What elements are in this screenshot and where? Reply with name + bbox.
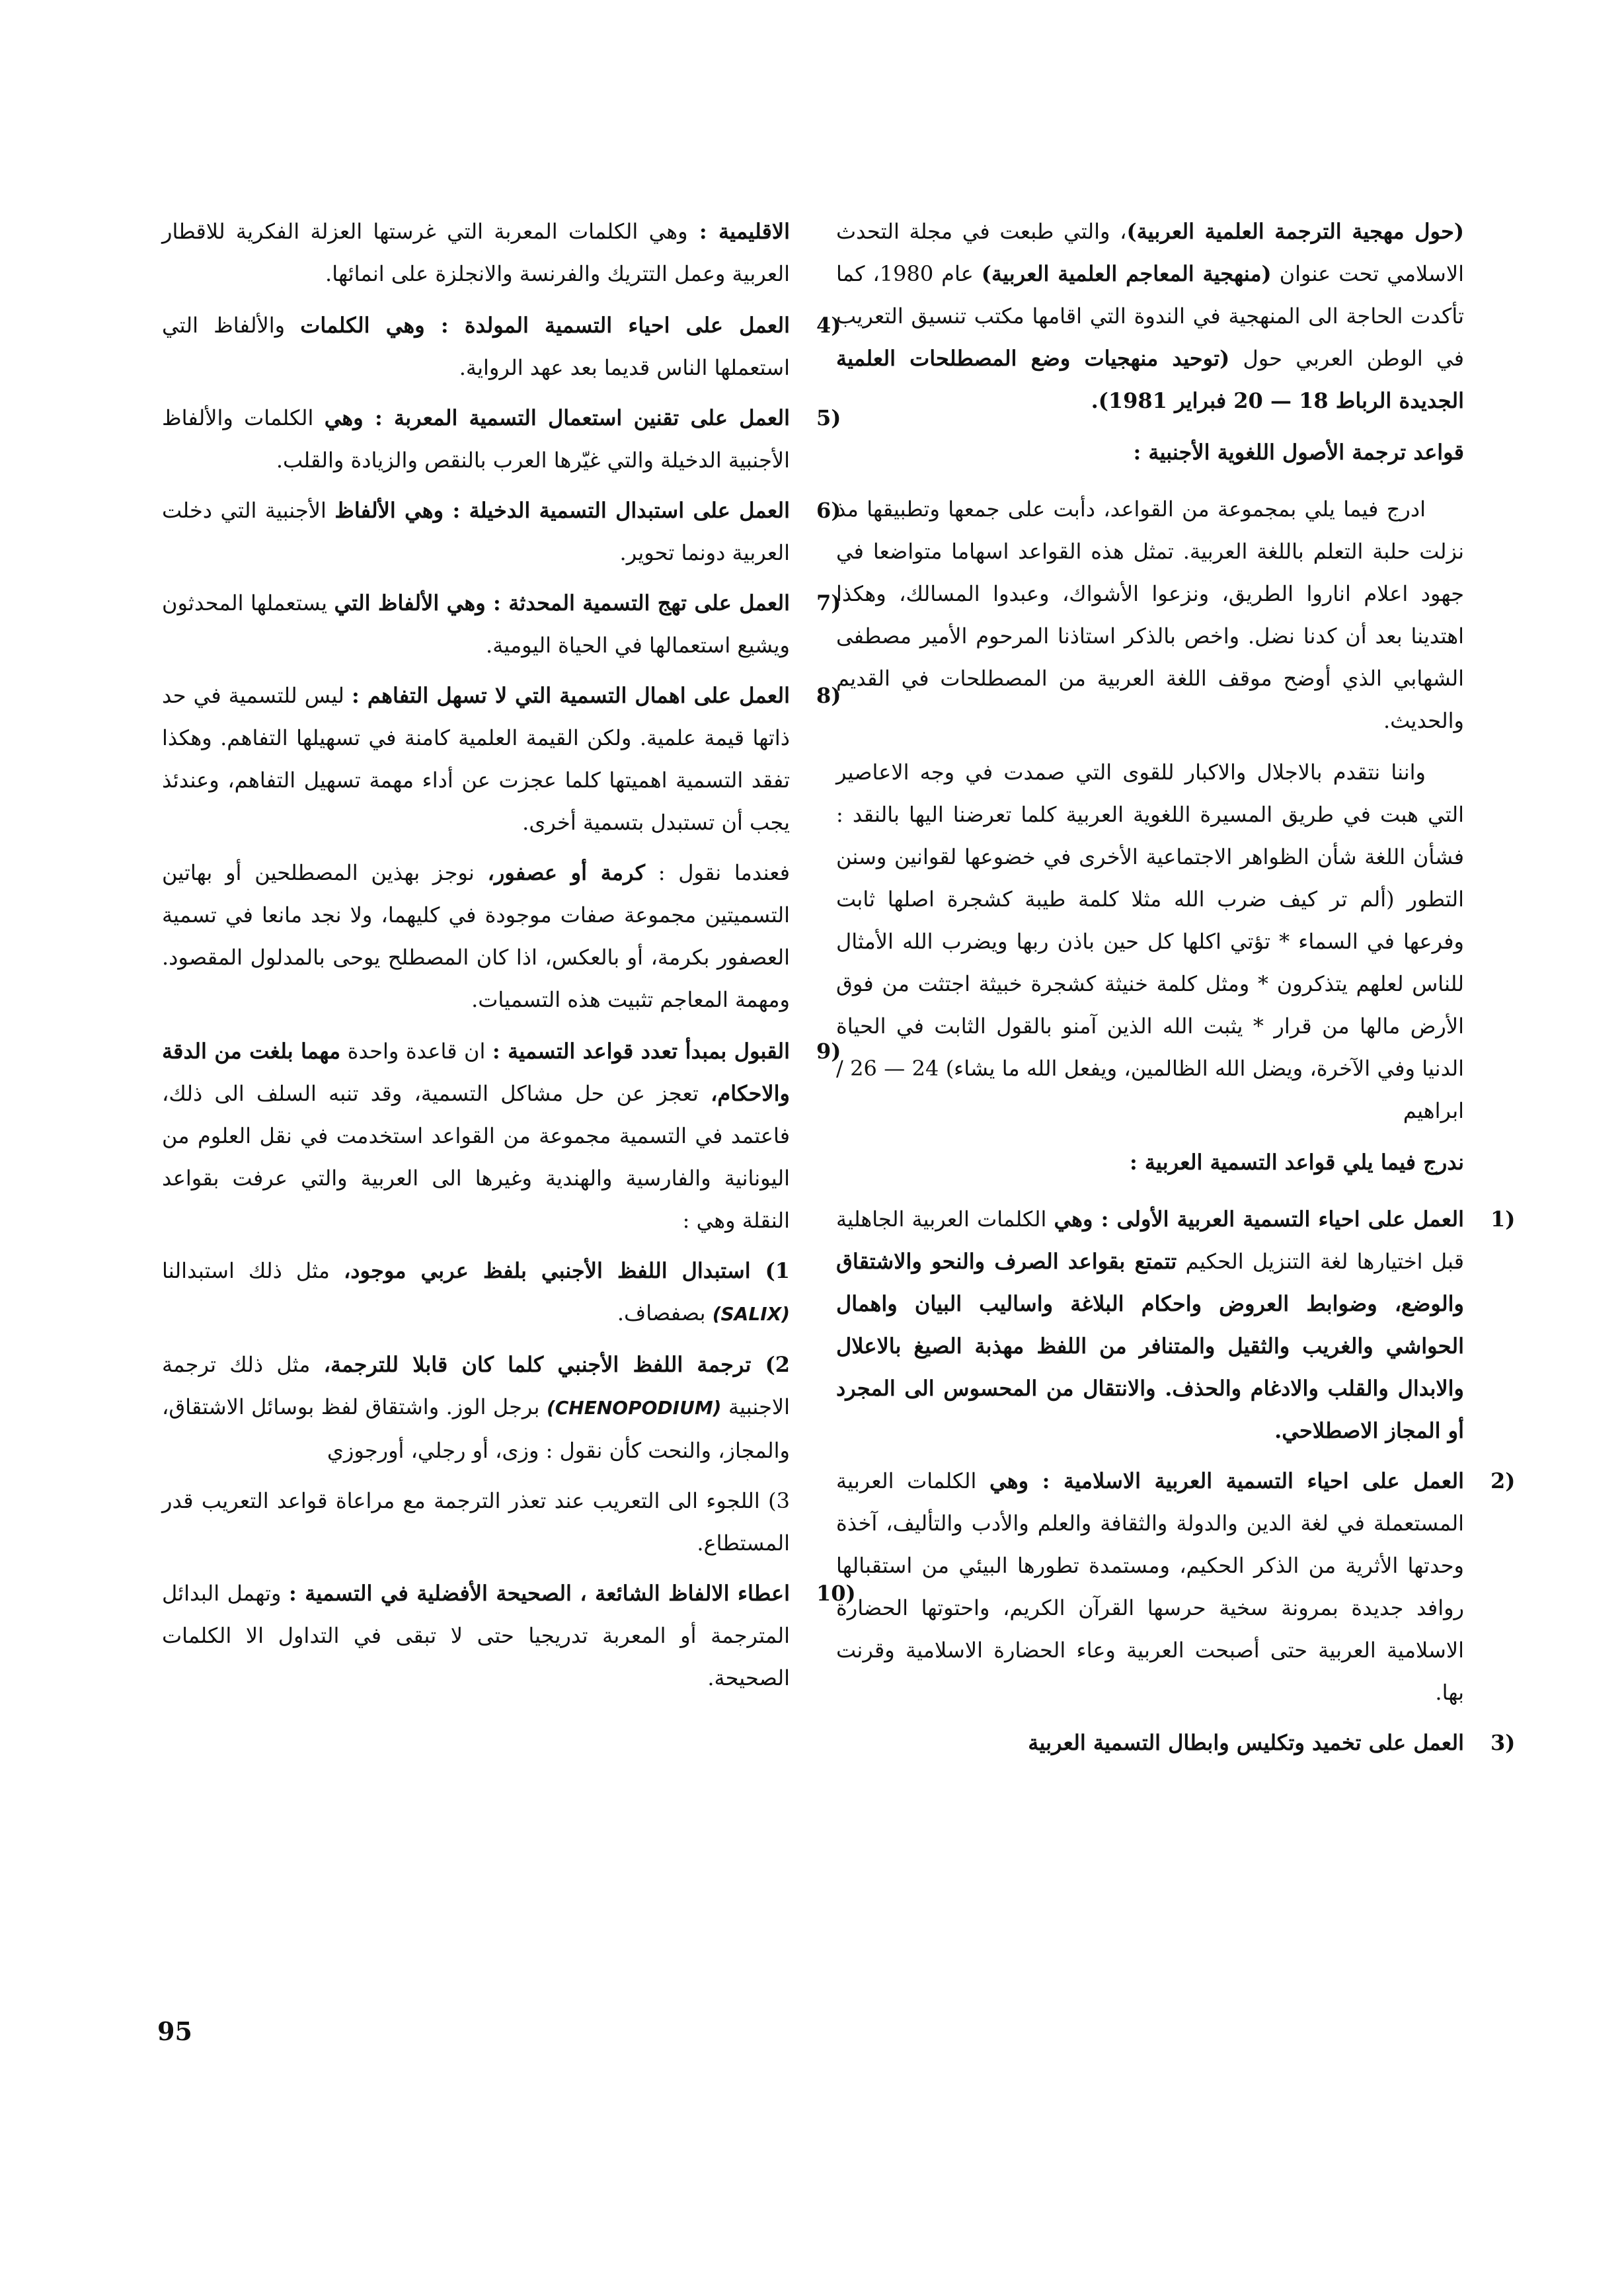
section-heading-translation-rules: قواعد ترجمة الأصول اللغوية الأجنبية : <box>1133 440 1464 465</box>
item-title: العمل على استبدال التسمية الدخيلة : وهي الألفاظ <box>334 498 791 523</box>
item-title: العمل على تهج التسمية المحدثة : وهي الألفاظ التي <box>334 590 791 615</box>
bold-phrase: (توحيد منهجيات وضع المصطلحات العلمية الجديدة الرباط 18 — 20 فبراير 1981). <box>836 346 1464 413</box>
text-run: برجل الوز. واشتقاق لفظ بوسائل الاشتقاق، والمجاز، والنحت كأن نقول : وزى، أو رجلي، أورجوزي <box>162 1394 790 1463</box>
item-number: 4) <box>816 313 841 338</box>
example-paragraph <box>162 851 790 1021</box>
item-number: 3) <box>1490 1730 1516 1755</box>
left-column <box>162 210 856 1707</box>
text-run: فعندما نقول : <box>644 860 791 885</box>
sub-rule-3: 3) اللجوء الى التعريب عند تعذر الترجمة مع مراعاة قواعد التعريب قدر المستطاع. <box>162 1488 790 1556</box>
item-text: ان قاعدة واحدة <box>340 1039 492 1064</box>
rule-item-1 <box>836 1198 1516 1452</box>
bold-phrase: مهما بلغت من الدقة والاحكام، <box>162 1039 790 1106</box>
rule-item-3 <box>836 1722 1516 1764</box>
quran-quote-paragraph: واننا نتقدم بالاجلال والاكبار للقوى التي صمدت في وجه الاعاصير التي هبت في طريق المسيرة اللغوية العربية كلما تعرضنا اليها بالنقد : فشأن اللغة شأن الظواهر الاجتماعية الأخرى في خضوعها لقوانين وسنن التطور (ألم تر كيف ضرب الله مثلا كلمة طيبة كشجرة اصلها ثابت وفرعها في السماء * تؤتي اكلها كل حين باذن ربها ويضرب الله الأمثال للناس لعلهم يتذكرون * ومثل كلمة خنيثة كشجرة خبيثة اجتثت من فوق الأرض مالها من قرار * يثبت الله الذين آمنو بالقول الثابت في الحياة الدنيا وفي الآخرة، ويضل الله الظالمين، ويفعل الله ما يشاء) 24 — 26 /ابراهيم <box>836 760 1465 1123</box>
rules-paragraph: ادرج فيما يلي بمجموعة من القواعد، دأبت على جمعها وتطبيقها مذ نزلت حلبة التعلم باللغة العربية. تمثل هذه القواعد اسهاما متواضعا في جهود اعلام اناروا الطريق، ونزعوا الأشواك، وعبدوا المسالك، وهكذا اهتدينا بعد أن كدنا نضل. واخص بالذكر استاذنا المرحوم الأمير مصطفى الشهابي الذي أوضح موقف اللغة العربية من المصطلحات في القديم والحديث. <box>836 496 1465 733</box>
bold-phrase: (حول مهجية الترجمة العلمية العربية) <box>1126 219 1465 244</box>
item-title: العمل على اهمال التسمية التي لا تسهل التفاهم : <box>352 683 790 708</box>
item-number: 9) <box>816 1039 841 1064</box>
text-run: نوجز بهذين المصطلحين أو بهاتين التسميتين مجموعة صفات موجودة في كليهما، ولا نجد مانعا في تسمية العصفور بكرمة، أو بالعكس، اذا كان المصطلح يوحى بالمدلول المقصود. ومهمة المعاجم تثبيت هذه التسميات. <box>162 860 791 1012</box>
item-title: القبول بمبدأ تعدد قواعد التسمية : <box>492 1039 791 1064</box>
text-run: مثل ذلك ترجمة الاجنبية <box>162 1352 791 1419</box>
item-text: الكلمات العربية المستعملة في لغة الدين والدولة والثقافة والعلم والأدب والتأليف، آخذة وحدتها الأثرية من الذكر الحكيم، ومستمدة تطورها البيئي من استقبالها روافد جديدة بمرونة سخية حرسها القرآن الكريم، واحتوتها الحضارة الاسلامية العربية حتى أصبحت العربية وعاء الحضارة الاسلامية وقرنت بها. <box>836 1468 1464 1705</box>
item-number: 7) <box>816 590 841 615</box>
latin-term: (CHENOPODIUM) <box>546 1397 722 1419</box>
latin-term: (SALIX) <box>712 1303 790 1325</box>
right-column <box>836 210 1516 1772</box>
rule-item-10 <box>162 1572 856 1699</box>
item-title: العمل على احياء التسمية العربية الاسلامية : وهي <box>989 1468 1464 1493</box>
bold-phrase: (منهجية المعاجم العلمية العربية) <box>981 261 1272 286</box>
section-heading-naming-rules: ندرج فيما يلي قواعد التسمية العربية : <box>1129 1150 1464 1175</box>
item-text: والألفاظ التي استعملها الناس قديما بعد عهد الرواية. <box>162 313 790 380</box>
intro-paragraph <box>836 210 1464 422</box>
item-text: يستعملها المحدثون ويشيع استعمالها في الحياة اليومية. <box>162 590 790 658</box>
item-text: الكلمات العربية الجاهلية قبل اختيارها لغة التنزيل الحكيم <box>836 1207 1465 1274</box>
text-run: وهي الكلمات المعربة التي غرستها العزلة الفكرية للاقطار العربية وعمل التتريك والفرنسة والانجلزة على انمائها. <box>162 219 790 286</box>
rule-item-7 <box>162 582 841 666</box>
rule-item-2 <box>836 1460 1516 1714</box>
item-number: 10) <box>816 1581 856 1606</box>
sub-rule-2 <box>162 1343 790 1472</box>
text-run: ، والتي طبعت في مجلة التحدث الاسلامي تحت عنوان <box>836 219 1465 286</box>
bold-phrase: الاقليمية : <box>687 219 791 244</box>
text-run: بصفصاف. <box>617 1300 713 1326</box>
rule-item-5 <box>162 397 841 481</box>
rule-item-4 <box>162 304 841 389</box>
regional-naming-paragraph <box>162 210 790 295</box>
item-number: 1) <box>1490 1207 1516 1232</box>
bold-phrase: 2) ترجمة اللفظ الأجنبي كلما كان قابلا للترجمة، <box>323 1352 791 1377</box>
item-number: 5) <box>816 405 841 430</box>
item-bold-text: تتمتع بقواعد الصرف والنحو والاشتقاق والوضع، وضوابط العروض واحكام البلاغة واساليب البيان واهمال الحواشي والغريب والثقيل والمتنافر من اللفظ مهذبة الصيغ بالاعلال والابدال والقلب والادغام والحذف. والانتقال من المحسوس الى المجرد أو المجاز الاصطلاحي. <box>836 1249 1464 1443</box>
item-text: ليس للتسمية في حد ذاتها قيمة علمية. ولكن القيمة العلمية كامنة في تسهيلها التفاهم. وهكذا تفقد التسمية اهميتها كلما عجزت عن أداء مهمة تسهيل التفاهم، وعندئذ يجب أن تستبدل بتسمية أخرى. <box>162 683 791 835</box>
item-title: العمل على احياء التسمية المولدة : وهي الكلمات <box>300 313 791 338</box>
item-title: العمل على تقنين استعمال التسمية المعربة : وهي <box>324 405 791 430</box>
item-number: 8) <box>816 683 841 708</box>
item-text: الكلمات والألفاظ الأجنبية الدخيلة والتي غيّرها العرب بالنقص والزيادة والقلب. <box>162 405 790 473</box>
item-title: العمل على تخميد وتكليس وابطال التسمية العربية <box>1028 1730 1464 1755</box>
item-title: اعطاء الالفاظ الشائعة ، الصحيحة الأفضلية في التسمية : <box>288 1581 791 1606</box>
rule-item-8 <box>162 674 841 844</box>
bold-phrase: 1) استبدال اللفظ الأجنبي بلفظ عربي موجود، <box>343 1258 791 1283</box>
item-number: 2) <box>1490 1468 1516 1493</box>
sub-rule-1 <box>162 1249 790 1335</box>
item-text: تعجز عن حل مشاكل التسمية، وقد تنبه السلف الى ذلك، فاعتمد في التسمية مجموعة من القواعد استخدمت في نقل العلوم من اليونانية والفارسية والهندية وغيرها الى العربية والتي عرفت بقواعد النقلة وهي : <box>162 1081 790 1233</box>
item-text: الأجنبية التي دخلت العربية دونما تحوير. <box>162 498 790 565</box>
page-number: 95 <box>157 2016 192 2046</box>
item-text: وتهمل البدائل المترجمة أو المعربة تدريجيا حتى لا تبقى في التداول الا الكلمات الصحيحة. <box>162 1581 790 1690</box>
text-run: مثل ذلك استبدالنا <box>162 1258 344 1283</box>
rule-item-6 <box>162 489 841 574</box>
text-run: عام 1980، كما تأكدت الحاجة الى المنهجية في الندوة التي اقامها مكتب تنسيق التعريب في الوطن العربي حول <box>836 261 1465 371</box>
item-title: العمل على احياء التسمية العربية الأولى : وهي <box>1054 1207 1465 1232</box>
item-number: 6) <box>816 498 841 523</box>
rule-item-9 <box>162 1030 841 1242</box>
bold-phrase: كرمة أو عصفور، <box>487 860 645 885</box>
